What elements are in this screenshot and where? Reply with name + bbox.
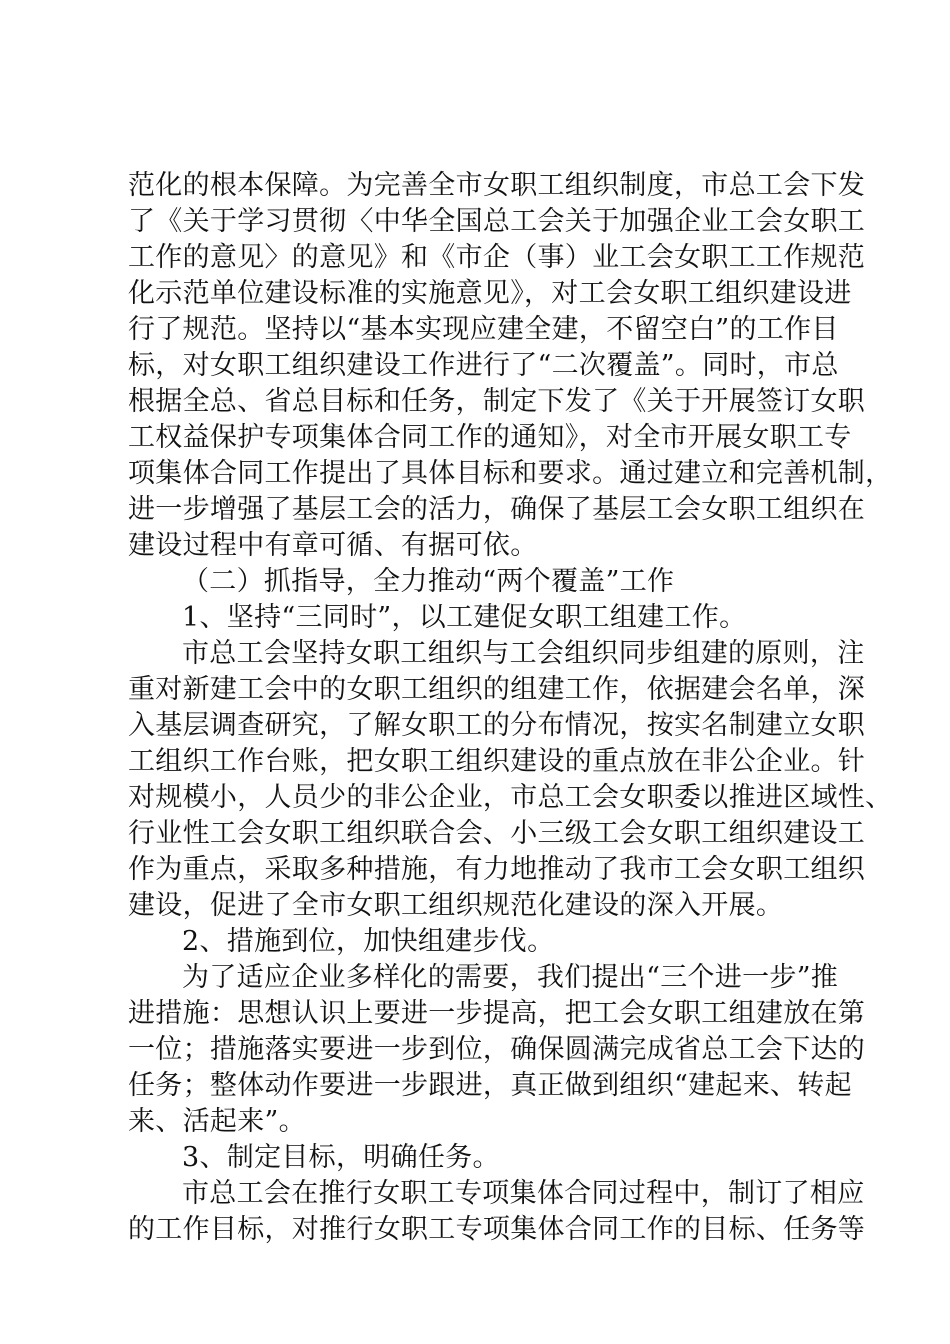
text-line: 对规模小，人员少的非公企业，市总工会女职委以推进区域性、 — [128, 782, 893, 813]
text-line: 一位；措施落实要进一步到位，确保圆满完成省总工会下达的 — [128, 1034, 866, 1065]
text-line: 了《关于学习贯彻〈中华全国总工会关于加强企业工会女职工 — [128, 206, 866, 237]
text-line: 市总工会在推行女职工专项集体合同过程中，制订了相应 — [182, 1178, 865, 1209]
text-line: 为了适应企业多样化的需要，我们提出“三个进一步”推 — [182, 962, 839, 993]
text-line: 项集体合同工作提出了具体目标和要求。通过建立和完善机制， — [128, 458, 893, 489]
text-line: 来、活起来”。 — [128, 1106, 306, 1137]
text-line: 重对新建工会中的女职工组织的组建工作，依据建会名单，深 — [128, 674, 866, 705]
text-line: 工权益保护专项集体合同工作的通知》，对全市开展女职工专 — [128, 422, 852, 453]
text-line: 标，对女职工组织建设工作进行了“二次覆盖”。同时，市总 — [128, 350, 839, 381]
subsection-heading: 3、制定目标，明确任务。 — [182, 1142, 500, 1173]
text-line: 的工作目标，对推行女职工专项集体合同工作的目标、任务等 — [128, 1214, 866, 1245]
section-heading: （二）抓指导，全力推动“两个覆盖”工作 — [182, 566, 675, 597]
text-line: 作为重点，采取多种措施，有力地推动了我市工会女职工组织 — [128, 854, 866, 885]
text-line: 化示范单位建设标准的实施意见》，对工会女职工组织建设进 — [128, 278, 852, 309]
text-line: 市总工会坚持女职工组织与工会组织同步组建的原则，注 — [182, 638, 865, 669]
text-line: 范化的根本保障。为完善全市女职工组织制度，市总工会下发 — [128, 170, 866, 201]
text-line: 建设，促进了全市女职工组织规范化建设的深入开展。 — [128, 890, 784, 921]
text-line: 工作的意见〉的意见》和《市企（事）业工会女职工工作规范 — [128, 242, 866, 273]
subsection-heading: 2、措施到位，加快组建步伐。 — [182, 926, 555, 957]
text-line: 进措施：思想认识上要进一步提高，把工会女职工组建放在第 — [128, 998, 866, 1029]
subsection-heading: 1、坚持“三同时”，以工建促女职工组建工作。 — [182, 602, 747, 633]
text-line: 任务；整体动作要进一步跟进，真正做到组织“建起来、转起 — [128, 1070, 852, 1101]
text-line: 建设过程中有章可循、有据可依。 — [128, 530, 538, 561]
text-line: 入基层调查研究，了解女职工的分布情况，按实名制建立女职 — [128, 710, 866, 741]
text-line: 进一步增强了基层工会的活力，确保了基层工会女职工组织在 — [128, 494, 866, 525]
text-line: 行了规范。坚持以“基本实现应建全建，不留空白”的工作目 — [128, 314, 839, 345]
text-line: 行业性工会女职工组织联合会、小三级工会女职工组织建设工 — [128, 818, 866, 849]
text-line: 根据全总、省总目标和任务，制定下发了《关于开展签订女职 — [128, 386, 866, 417]
text-line: 工组织工作台账，把女职工组织建设的重点放在非公企业。针 — [128, 746, 866, 777]
